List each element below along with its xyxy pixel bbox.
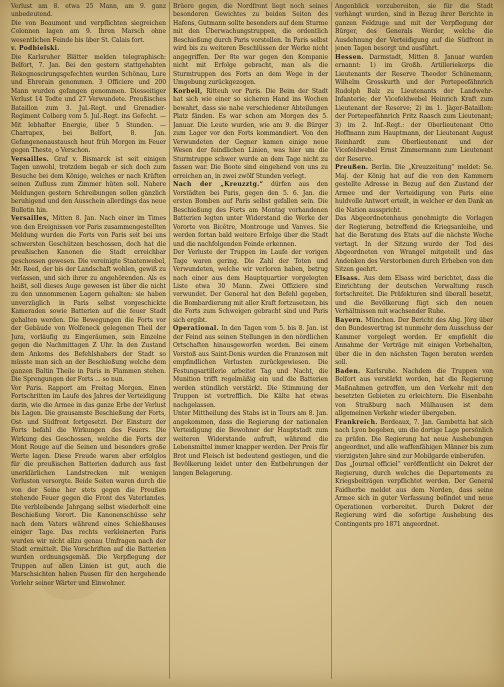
article-paragraph [335, 368, 493, 419]
text-column-2 [173, 3, 328, 681]
article-dateline: Elsass. [335, 274, 361, 282]
article-paragraph [173, 88, 328, 181]
article-text: München. Der Bericht des Abg. Jörg über den Bundesvertrag ist nunmehr dem Ausschuss der Kammer vorgelegt worden. Er empfiehlt die Annahme der Verträge mit einigen Vorbehalten, über die in den nächsten Tagen beraten werden soll. [335, 316, 493, 367]
article-text: Berlin. Die „Kreuzzeitung“ meldet: Se. Maj. der König hat auf die von den Kammern gestellte Adresse in Bezug auf den Zustand der Armee und der Verteidigung von Paris eine huldvolle Antwort erteilt, in welcher er den Dank an die Nation ausspricht. [335, 164, 493, 214]
article-text: Brüere gegen, die Nordfront liegt noch seines besonderen Gewichtes zu beiden Seiten des Hafens, Gutmann sollte besonders auf dem Sturme mit den Überwachungstruppen, die ordentlich Beschießung durch Paris vorstellen. In Paris selbst wird bis zu weiteren Beschlüssen der Werke nicht angegriffen. Der 8te war gegen den Kompanie nicht mit Erfolge gebracht, man als die Sturmtruppen des Forts an dem Wege in der Umgebung zurückgezogen. [173, 3, 328, 87]
article-text: Darmstadt, Mitten 8. Januar wurden ernannt: 1) im Großh. Artilleriekorps die Lieutenants der Reserve Theodor Schünemann, Wilhelm Grosskurth und der Portepeefähnrich Rudolph Balz zu Lieutenants der Landwehr-Infanterie; der Vicefeldwebel Heinrich Kraft zum Lieutenant der Reserve; 2) im 1. Jäger-Bataillon: der Portepeefähnrich Fritz Raasch zum Lieutenant; 3) im 2. Inf.-Regt.: der Oberlieutenant Otto Hoffmann zum Hauptmann, der Lieutenant August Reinhardt zum Oberlieutenant und der Vicefeldwebel Ernst Zimmermann zum Lieutenant der Reserve. [335, 53, 493, 163]
article-paragraph [11, 215, 166, 385]
article-text: Das Abgeordnetenhaus genehmigte die Vorlagen der Regierung, betreffend die Kriegsanleihe, und hat die Beratung des Etats auf die nächste Woche vertagt. In der Sitzung wurde der Tod des Abgeordneten von Wrangel mitgeteilt und das Andenken des Verstorbenen durch Erheben von den Sitzen geehrt. [335, 215, 493, 274]
article-paragraph [11, 20, 166, 45]
article-paragraph [11, 156, 166, 215]
article-text: Ritteuh vor Paris. Die Beim der Stadt hat sich wie einer so sicheren Hand ins Wochen bewahrt, dass sie nahe verschiedener Abteilungen Platz fänden. Es war schon am Morgen des 5. Januar. Die Leute wurden, wie am 9. die Bürger zum Lager vor den Forts kommandiert. Von den Verwundeten der Gegner kamen einige neue Wesen der feindlichen Linien, was hier um die Sturmtruppe schwer wurde an dem Tage nicht zu fassen war. Die Boote sind eingehend von uns zu erreichen an, in zwei zwölf Stunden verlegt. [173, 87, 328, 180]
article-paragraph [335, 275, 493, 317]
article-dateline: Preußen. [335, 164, 369, 172]
article-text: dürfen aus den Vorstädten bei Paris, gegen den 5. 6. Jan. die ersten Bomben auf Paris selbst gefallen sein. Die Beschießung des Forts am Montag vorhandenen Batterien legten unter Widerstand die Werke der Vororte von Bicêtre, Montrouge und Vanves. Sie werden fortan bald weitere Erfolge über die Stadt und die nachfolgenden Feinde erkennen. [173, 181, 328, 248]
article-dateline: Korbeil, [173, 87, 203, 95]
article-text: Die von Beaumont und verpflichten siegreichen Colonnen lagen am 9. Ihren Marsch ohne wesentlichen Feinde bis über St. Calais fort. [11, 19, 166, 44]
column-rule [331, 2, 332, 679]
article-dateline: Frankreich. [335, 418, 378, 426]
article-paragraph [335, 3, 493, 54]
article-dateline: Baden. [335, 367, 361, 375]
article-text: Aus dem Elsass wird berichtet, dass die Einrichtung der deutschen Verwaltung rasch fortschreitet. Die Präfekturen sind überall besetzt, und die Bevölkerung fügt sich den neuen Verhältnissen mit wachsender Ruhe. [335, 274, 493, 316]
article-text: Mitten 8. Jan. Nach einer im Times von den Ereignissen vor Paris zusammengestellten Meldung wurden die Forts von Paris seit bei uns schwersten Geschützen beschossen, doch hat die preußischen Kanonen die Stadt erreichbar geschossen gewesen. Die vereinigte Staatenwebel, Mr. Reed, der bis der Landschaft wohlen, gewiß zu verlassen, und sich ihrer zu angehörenden. Als es heißt, soll dieses Auge gewesen ist über die nicht zu den unnommenen Lagern gehalten: sie haben unverzüglich in Paris selbst vorgeschickte Kameraden sowie Batterien auf die feuer Stadt gehalten werden. Die Bewegungen die Forts vor der Gebäude von Wolfeneck gelegenen Theil der Jura, vorläufig zu Eingeräumen, sein Einzelne gegen die Nachmittagen Z Uhr. In den Zustand dem Ankoms des Befehlshabers der Stadt so müsste man sich an der Beschießung welche dem ganzen Baltin Theile in Paris in Flammen stehen. Die Sprengungen der Forts ... so nun. [11, 215, 166, 384]
article-paragraph [335, 317, 493, 368]
article-dateline: Versailles. [11, 155, 50, 163]
article-text: Bordeaux, 7. Jan. Gambetta hat sich nach Lyon begeben, um die dortige Lage persönlich zu prüfen. Die Regierung hat neue Aushebungen angeordnet, und alle waffenfähigen Männer bis zum vierzigsten Jahre sind zur Mobilgarde einberufen. [335, 418, 493, 460]
article-text: Angenblick vorzubereiten, sie für die Stadt verhängt wurden, sind in Bezug ihrer Berichte in ganzen Feldzuge und mit der Verpflegung der Bürger, des Generals Werder, welche die Ausdehnung der Verteidigung auf die Südfront in jenen Tagen besorgt und ausführt. [335, 3, 493, 53]
article-paragraph [335, 164, 493, 215]
article-text: Karlsruhe. Nachdem die Truppen von Belfort aus verstärkt worden, hat die Regierung Maßnahmen getroffen, um den Verkehr mit den besetzten Gebieten zu erleichtern. Die Eisenbahn von Straßburg nach Mülhausen ist dem allgemeinen Verkehr wieder übergeben. [335, 367, 493, 418]
article-dateline: Nach der „Kreuzztg.“ [173, 181, 264, 189]
article-text: Der Verluste der Truppen im Laufe der vorigen Tage waren gering. Die Zahl der Toten und Verwundeten, welche wir verloren haben, betrug nach einer aus dem Hauptquartier vorgelegten Liste etwa 30 Mann. Zwei Offiziere sind verwundet. Der General hat den Befehl gegeben, die Bombardierung mit aller Kraft fortzusetzen, bis die Forts zum Schweigen gebracht sind und Paris sich ergibt. [173, 249, 328, 324]
column-rule [169, 2, 170, 679]
article-paragraph [335, 215, 493, 274]
article-dateline: Hessen. [335, 53, 364, 61]
article-paragraph [11, 385, 166, 589]
article-dateline: Versailles, [11, 215, 50, 223]
article-text: Das „Journal officiel“ veröffentlicht ein Dekret der Regierung, durch welches die Departements zu Kriegsbeiträgen verpflichtet werden. Der General Faidherbe meldet aus dem Norden, dass seine Armee sich in guter Verfassung befindet und neue Operationen vorbereitet. Durch Dekret der Regierung wird die sofortige Aushebung des Contingents pro 1871 angeordnet. [335, 461, 493, 528]
article-paragraph [173, 325, 328, 410]
article-text: Die Karlsruher Blätter melden telegraphisch: Belfort, 7. Jan. Bei den gestern stattgehabten Rekognoscirungsgefechten wurden Schönau, Lure und Ehrerain genommen. 3 Officiere und 200 Mann wurden gefangen genommen. Diesseitiger Verlust 14 Todte und 27 Verwundete. Preußisches Bataillon zum 3. Jul.-Regt. und Grenadier-Regiment Colberg vom 5. Jul.-Regt. ins Gefecht. — Mit lebhafter Energie, über 5 Stunden. — Charrapex, bei Belfort, 8. Jan. Gefangenenaustausch heut früh Morgen im Feuer gegen Theste, o Verschon. [11, 53, 166, 155]
article-paragraph [335, 461, 493, 529]
article-paragraph [11, 3, 166, 20]
article-paragraph [11, 45, 166, 53]
article-paragraph [173, 249, 328, 325]
article-paragraph [173, 181, 328, 249]
article-dateline: Operational. [173, 325, 219, 333]
article-text: In den Tagen vom 5. bis 8. Jan. ist der Feind aus seinen Stellungen in den nördlichen Ortschaften hinausgeworfen worden. Bei einem Vorstoß aus Saint-Denis wurden die Franzosen mit empfindlichen Verlusten zurückgewiesen. Die Festungsartillerie arbeitet Tag und Nacht, die Munition trifft regelmäßig ein und die Batterien werden stündlich verstärkt. Die Stimmung der Truppen ist vortrefflich. Die Kälte hat etwas nachgelassen. [173, 325, 328, 409]
article-paragraph [173, 3, 328, 88]
article-paragraph [11, 54, 166, 156]
article-text: Vor Paris. Rapport am Freitag Morgen. Einen Fortschritten im Laufe des Jahres der Verteidigung darin, wie die Armee in das ganze Erbe der Verlust bis Lagen. Die grausamste Beschießung der Forts, Ost- und Südfront fortgesetzt. Der Einsturz der Forts befahl die Wirkungen des Feuers. Die Wirkung des Geschossen, welche die Forts der Mont Rouge auf die Seinen und besonders große Werte lagen. Diese Freude waren aber erfolglos für die preußischen Batterien dadurch aus fast unerklärlichen Landstrecken mit wenigen Verlusten versorgte. Beide Seiten waren durch die von der Seine her stets gegen die Preußen stehende Feuer gegen die Front des Vaterlandes. Die verbleibende Jahrgang selbst wiederholt eine Beschießung Vorort. Die Kanonenschüsse sehr nach dem Vaters während eines Schießhauses einiger Tage. Das rechts verkleinerten Paris wurden wir nicht allzu genau Umfragen nach der Stadt ermittelt. Die Vorschriften auf die Batterien wurden ordnungsgemäß. Die Verpflegung der Truppen auf allen Linien ist gut, auch die Marschsichten haben Pausen für den hergehende Vorlehr seiner Wärter und Einwohner. [11, 384, 166, 587]
text-column-3 [335, 3, 493, 681]
article-dateline: Bayern. [335, 316, 364, 324]
article-text: Verlust am 8. etwa 25 Mann, am 9. ganz unbedeutend. [11, 3, 166, 19]
article-paragraph [335, 54, 493, 164]
article-text: Unter Mittheilung des Stabs ist in Tours am 8. Jan. angekommen, dass die Regierung der nationalen Verteidigung die Bewohner der Hauptstadt zum weiteren Widerstande aufruft, während die Lebensmittel immer knapper werden. Der Preis für Brot und Fleisch ist bedeutend gestiegen, und die Bevölkerung leidet unter den Entbehrungen der langen Belagerung. [173, 410, 328, 477]
article-paragraph [173, 410, 328, 478]
article-paragraph [335, 419, 493, 461]
article-text: Graf v. Bismarck ist seit einigen Tagen unwohl, trotzdem begab er sich doch zum Besuche bei dem Könige, welches er nach Kräften seinen Zufluss zum Zimmer hüten soll. Nahere Meldungen gestern Schreibungen sollen gänzlich beruhigend und den Ausschein allerdings das neue Bulletin hin. [11, 155, 166, 214]
article-dateline: v. Podbielski. [11, 45, 60, 53]
text-column-1 [11, 3, 166, 681]
